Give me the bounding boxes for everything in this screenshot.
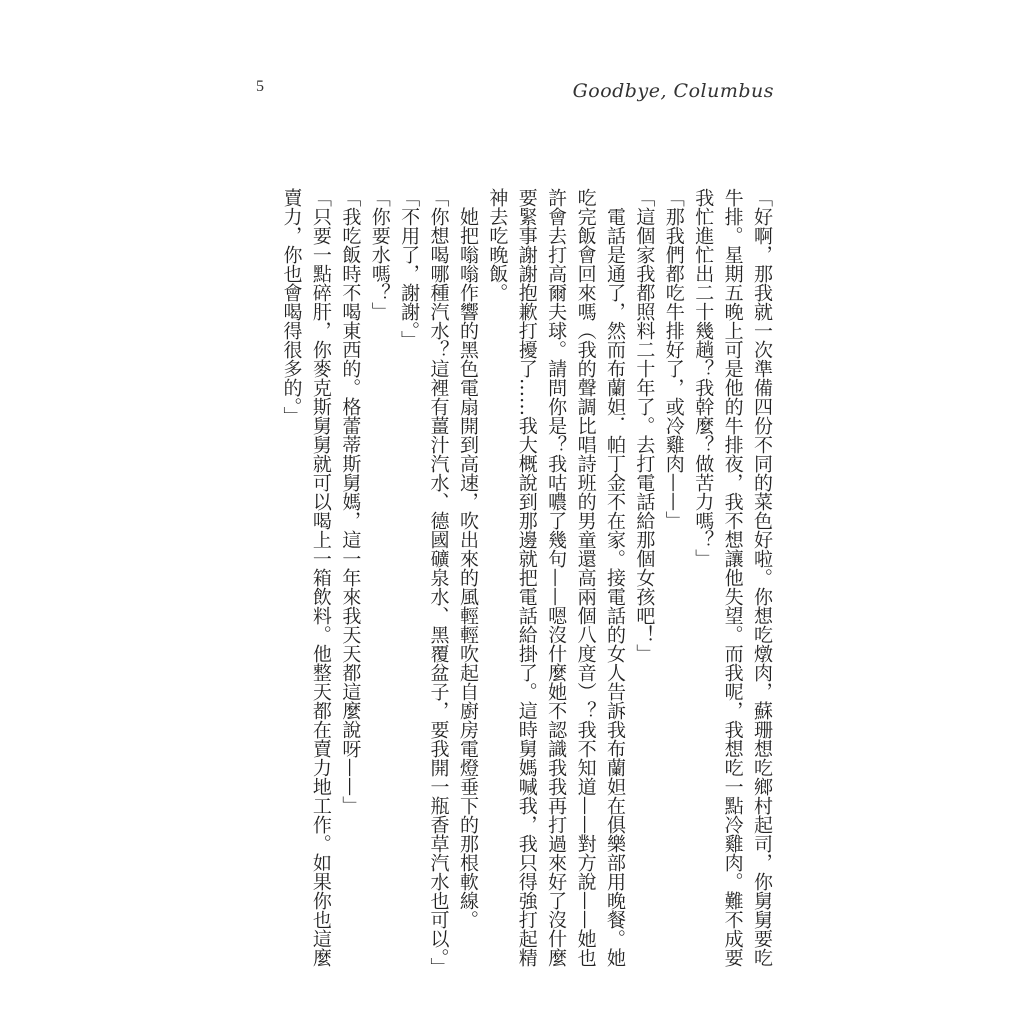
paragraph-10: 「只要一點碎肝，你麥克斯舅舅就可以喝上一箱飲料。他整天都在賣力地工作。如果你也這麼賣力，你也會喝得很多的。」 (280, 188, 332, 967)
paragraph-5: 她把嗡嗡作響的黑色電扇開到高速，吹出來的風輕輕吹起自廚房電燈垂下的那根軟線。 (456, 207, 479, 929)
page-number: 5 (256, 78, 264, 95)
running-title: Goodbye, Columbus (572, 80, 774, 102)
paragraph-1: 「好啊，那我就一次準備四份不同的菜色好啦。你想吃燉肉，蘇珊想吃鄉村起司，你舅舅要吃牛排。星期五晚上可是他的牛排夜，我不想讓他失望。而我呢，我想吃一點冷雞肉。難不成要我忙進忙出二十幾趟？我幹麼？做苦力嗎？」 (692, 188, 773, 967)
paragraph-4: 電話是通了，然而布蘭妲．帕丁金不在家。接電話的女人告訴我布蘭妲在俱樂部用晚餐。她吃完飯會回來嗎（我的聲調比唱詩班的男童還高兩個八度音）？我不知道——對方說——她也許會去打高爾夫球。請問你是？我咕噥了幾句——嗯沒什麼她不認識我我再打過來好了沒什麼要緊事謝謝抱歉打擾了……我大概說到那邊就把電話給掛了。這時舅媽喊我，我只得強打起精神去吃晚飯。 (486, 188, 626, 967)
body-text (246, 188, 776, 978)
paragraph-6: 「你想喝哪種汽水？這裡有薑汁汽水、德國礦泉水、黑覆盆子，要我開一瓶香草汽水也可以。」 (427, 188, 450, 977)
paragraph-2: 「那我們都吃牛排好了，或冷雞肉——」 (662, 188, 685, 530)
paragraph-3: 「這個家我都照料二十年了。去打電話給那個女孩吧！」 (633, 188, 656, 663)
paragraph-8: 「你要水嗎？」 (368, 188, 391, 321)
paragraph-9: 「我吃飯時不喝東西的。格蕾蒂斯舅媽，這一年來我天天都這麼說呀——」 (339, 188, 362, 815)
paragraph-7: 「不用了，謝謝。」 (398, 188, 421, 350)
